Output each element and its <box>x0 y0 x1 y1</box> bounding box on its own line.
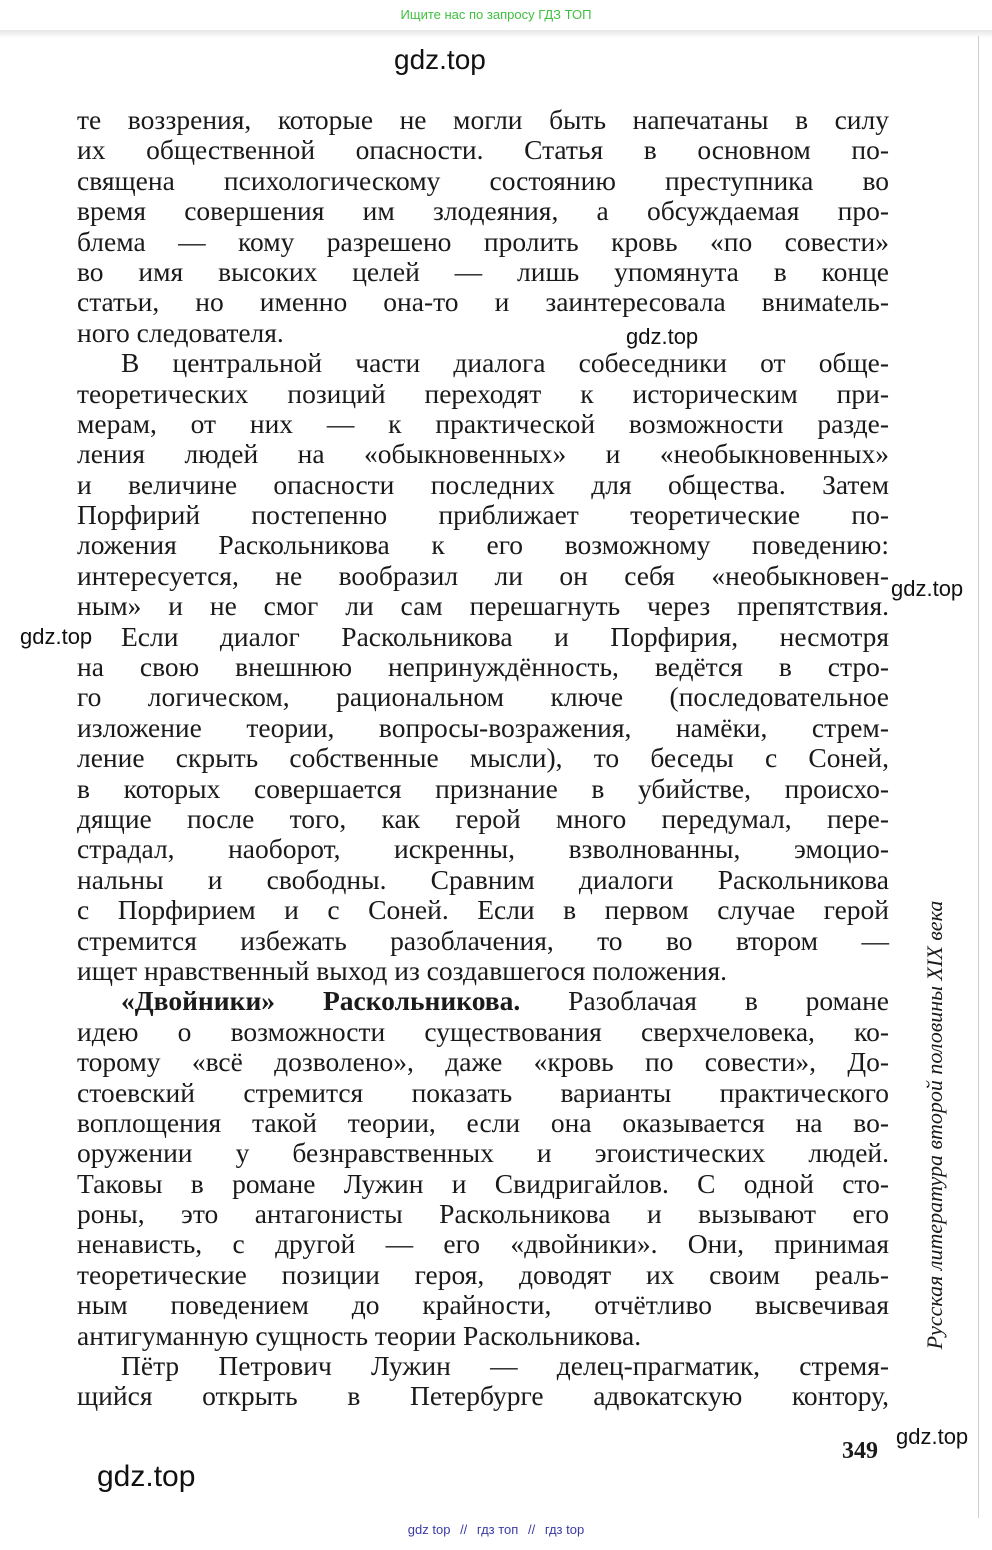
text-line: ным поведением до крайности, отчётливо высвечивая <box>77 1289 889 1321</box>
text-line: во имя высоких целей — лишь упомянута в конце <box>77 255 889 287</box>
text-line: изложение теории, вопросы-возражения, намёки, стрем- <box>77 711 889 743</box>
text-line: ищет нравственный выход из создавшегося положения. <box>77 954 728 986</box>
text-line: стоевский стремится показать варианты практического <box>77 1076 889 1108</box>
text-line: ного следователя. <box>77 316 284 348</box>
text-line: ложения Раскольникова к его возможному поведению: <box>77 529 889 561</box>
text-line: блема — кому разрешено пролить кровь «по совести» <box>77 225 889 257</box>
footer-link[interactable]: гдз топ <box>476 1522 519 1537</box>
text-line: мерам, от них — к практической возможности разде- <box>77 407 889 439</box>
running-title: Русская литература второй половины XIX века <box>922 900 947 1350</box>
footer-link[interactable]: гдз top <box>544 1522 585 1537</box>
text-line: теоретические позиции героя, доводят их своим реаль- <box>77 1258 889 1290</box>
text-line: ления людей на «обыкновенных» и «необыкновенных» <box>77 438 889 470</box>
text-line: антигуманную сущность теории Раскольникова. <box>77 1319 642 1351</box>
footer-link[interactable]: gdz top <box>407 1522 451 1537</box>
banner-shadow <box>0 30 992 38</box>
text-line: Пётр Петрович Лужин — делец-прагматик, стремя- <box>121 1350 889 1382</box>
footer-separator: // <box>527 1522 536 1537</box>
text-line: воплощения такой теории, если она оказывается на во- <box>77 1106 889 1138</box>
text-line: в которых совершается признание в убийстве, происхо- <box>77 772 889 804</box>
watermark: gdz.top <box>896 1424 969 1449</box>
text-line: Порфирий постепенно приближает теоретические по- <box>77 499 889 531</box>
text-line: теоретических позиций переходят к историческим при- <box>77 377 889 409</box>
footer-links <box>0 1522 992 1537</box>
page-body <box>77 105 889 1412</box>
text-line: ненависть, с другой — его «двойники». Они, принимая <box>77 1228 889 1260</box>
text-line: нальны и свободны. Сравним диалоги Раскольникова <box>77 863 889 895</box>
text-line: время совершения им злодеяния, а обсуждаемая про- <box>77 195 889 227</box>
text-line: идею о возможности существования сверхчеловека, ко- <box>77 1015 889 1047</box>
text-line: статьи, но именно она-то и заинтересовала внимatель- <box>77 286 889 318</box>
text-line: торому «всё дозволено», даже «кровь по совести», До- <box>77 1046 889 1078</box>
watermark: gdz.top <box>626 324 699 349</box>
text-line: Таковы в романе Лужин и Свидригайлов. С одной сто- <box>77 1167 889 1199</box>
text-line: интересуется, не вообразил ли он себя «необыкновен- <box>77 559 889 591</box>
text-line: их общественной опасности. Статья в основном по- <box>77 134 889 166</box>
text-line: го логическом, рациональном ключе (последовательное <box>77 681 889 713</box>
text-line: ление скрыть собственные мысли), то беседы с Соней, <box>77 742 889 774</box>
text-line: те воззрения, которые не могли быть напечатаны в силу <box>77 104 889 135</box>
footer-separator: // <box>460 1522 468 1537</box>
text-line: Если диалог Раскольникова и Порфирия, несмотря <box>121 620 889 652</box>
page-number: 349 <box>842 1438 878 1464</box>
text-line: священа психологическому состоянию преступника во <box>77 164 889 196</box>
text-line: щийся открыть в Петербурге адвокатскую контору, <box>77 1380 889 1412</box>
top-banner[interactable]: Ищите нас по запросу ГДЗ ТОП <box>400 7 592 22</box>
page-edge-divider <box>978 36 979 1518</box>
watermark: gdz.top <box>394 44 486 75</box>
section-heading: «Двойники» Раскольникова. <box>121 985 521 1017</box>
text-line: с Порфирием и с Соней. Если в первом случае герой <box>77 894 889 926</box>
text-line: оружении у безнравственных и эгоистических людей. <box>77 1137 889 1169</box>
watermark: gdz.top <box>20 624 93 649</box>
text-line: стремится избежать разоблачения, то во втором — <box>77 924 889 956</box>
text-line-rest: Разоблачая в романе <box>568 985 890 1017</box>
text-line: роны, это антагонисты Раскольникова и вызывают его <box>77 1198 889 1230</box>
text-line <box>77 986 889 1016</box>
watermark: gdz.top <box>97 1460 196 1493</box>
watermark: gdz.top <box>891 576 964 601</box>
text-line: дящие после того, как герой много передумал, пере- <box>77 802 889 834</box>
text-line: страдал, наоборот, искренны, взволнованны, эмоцио- <box>77 833 889 865</box>
text-line: В центральной части диалога собеседники от обще- <box>121 347 889 379</box>
text-line: ным» и не смог ли сам перешагнуть через препятствия. <box>77 590 889 622</box>
text-line: на свою внешнюю непринуждённость, ведётся в стро- <box>77 651 889 683</box>
text-line: и величине опасности последних для общества. Затем <box>77 468 889 500</box>
